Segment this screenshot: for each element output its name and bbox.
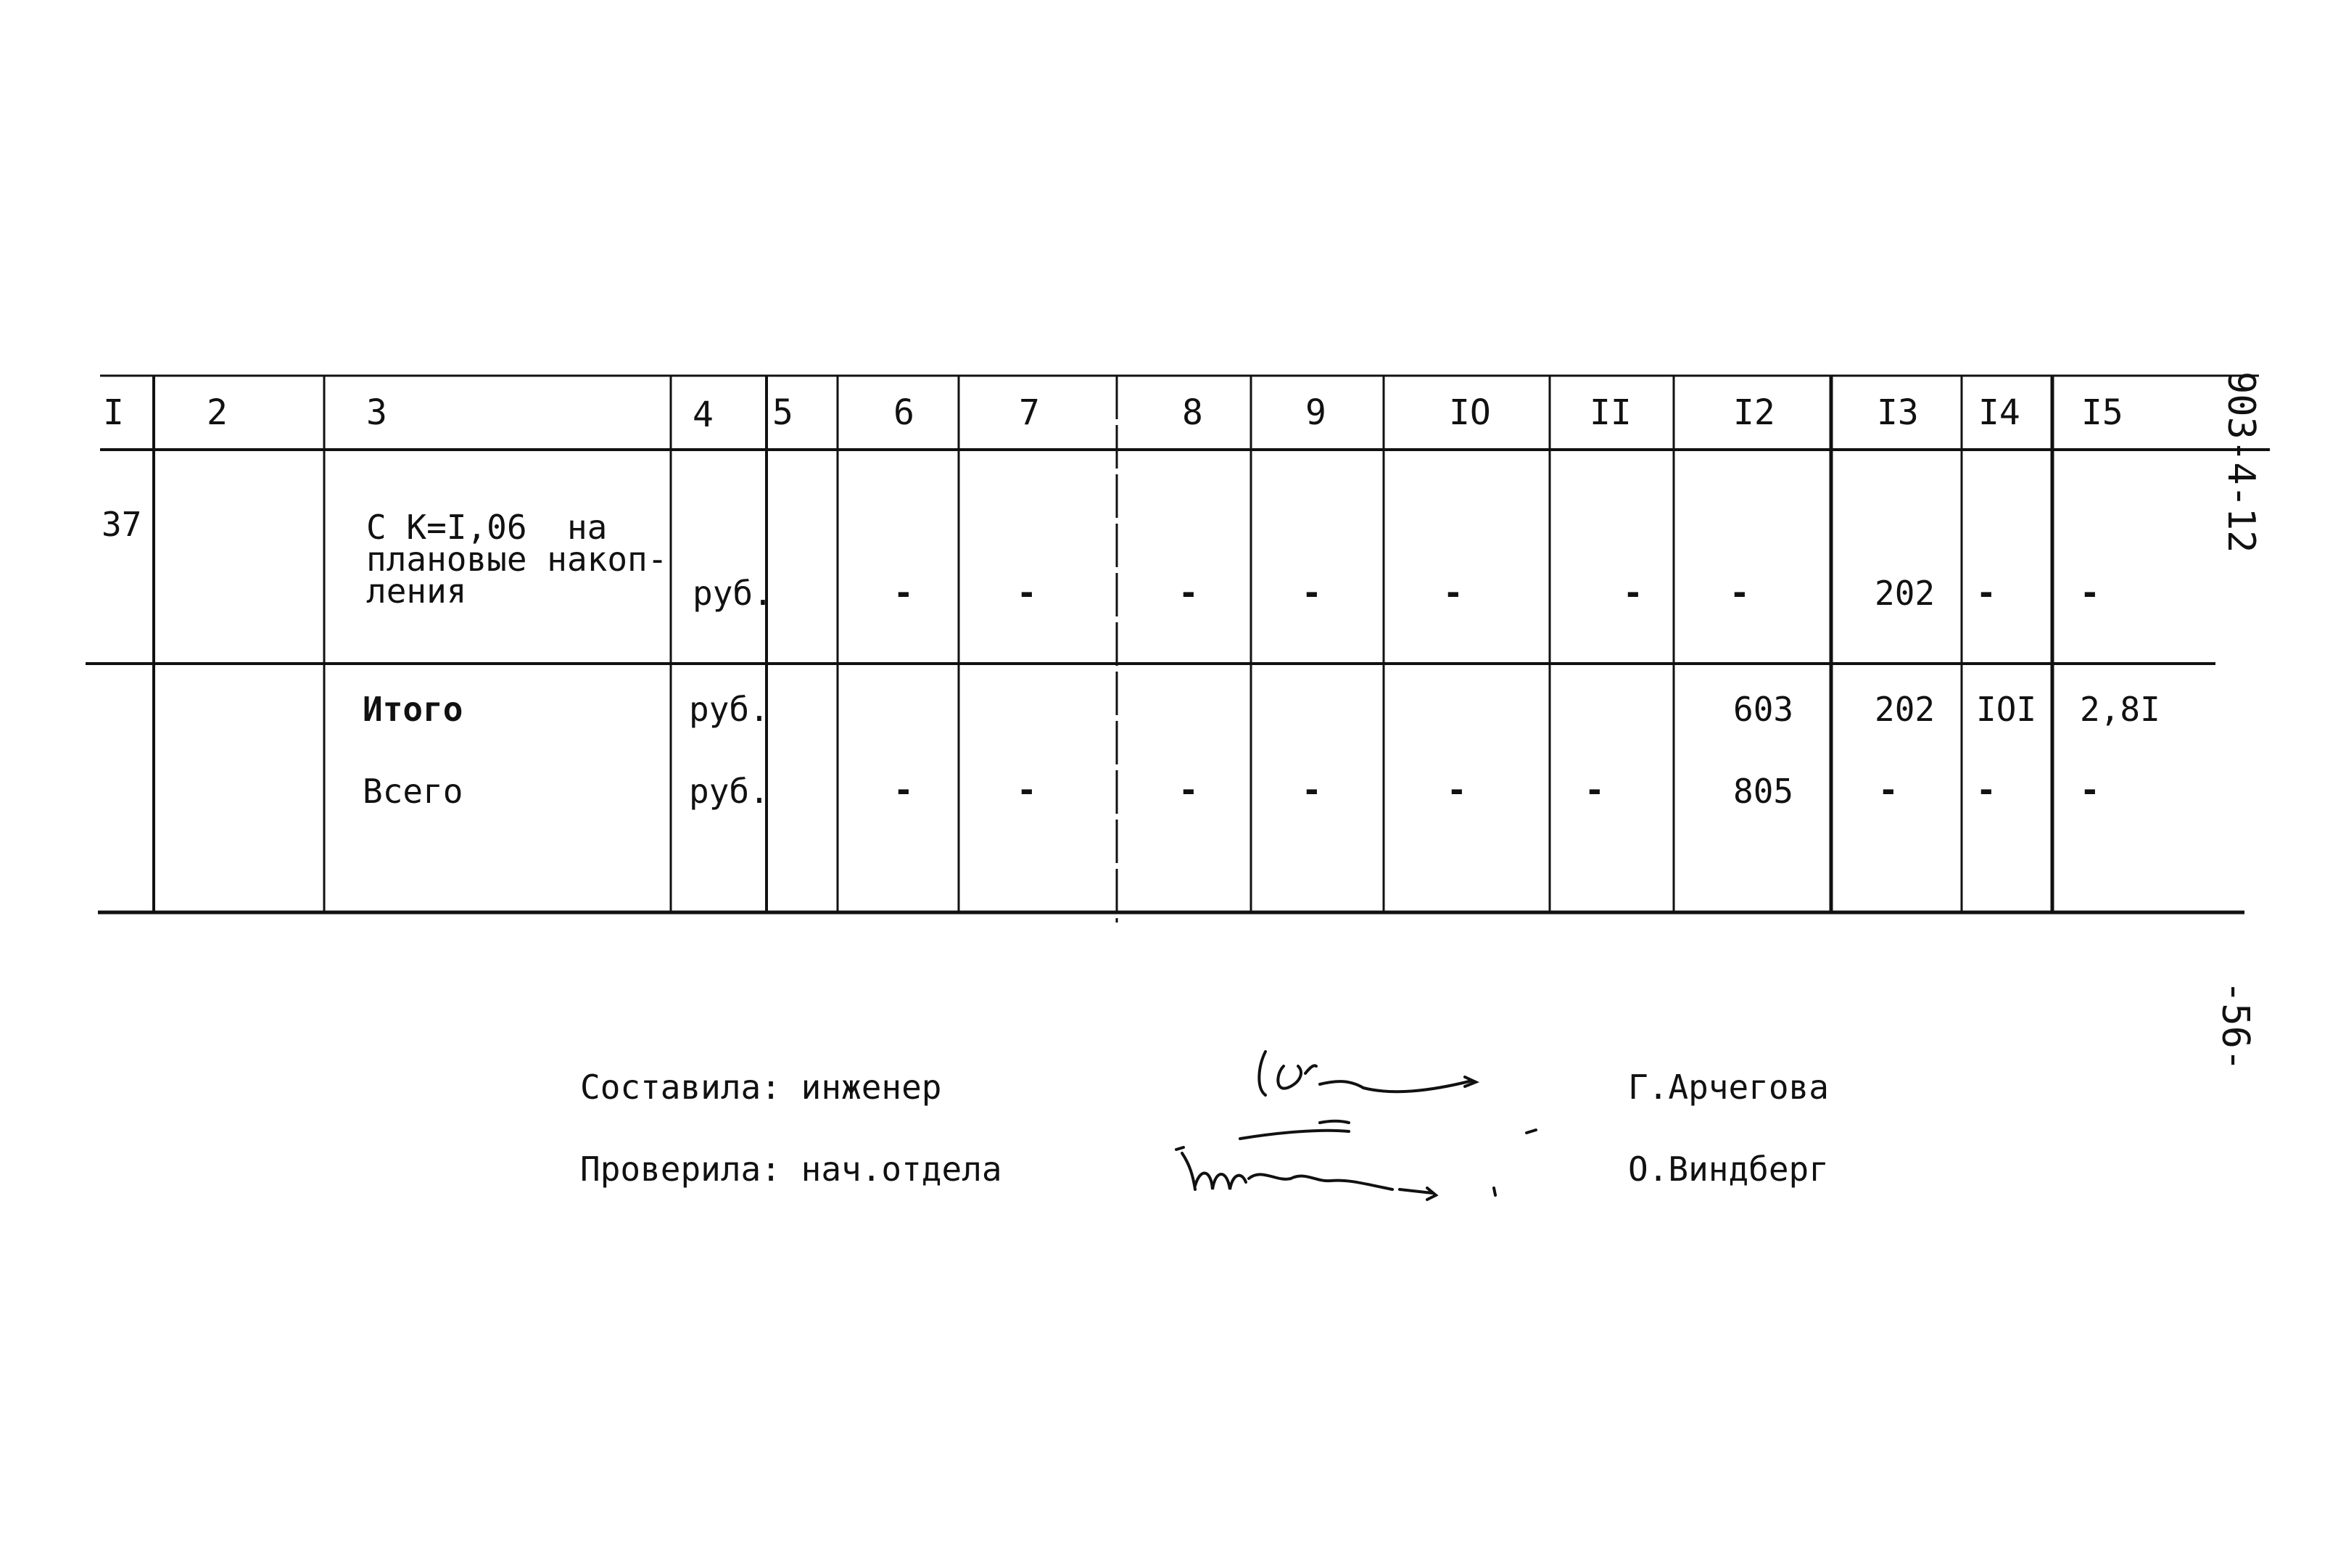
header-col-1: I xyxy=(103,392,124,433)
cell-r1-c10: - xyxy=(1443,573,1463,612)
cell-r1-c14: - xyxy=(1976,573,1996,612)
header-col-13: I3 xyxy=(1877,392,1919,433)
total-unit: руб. xyxy=(689,690,769,729)
header-col-5: 5 xyxy=(772,392,793,433)
total-c15: 2,8I xyxy=(2080,690,2160,729)
cell-r1-c15: - xyxy=(2080,573,2100,612)
grand-total-c12: 805 xyxy=(1733,772,1794,811)
signature-1 xyxy=(1240,1052,1536,1139)
signature-2 xyxy=(1176,1147,1495,1200)
cell-r3-c13: - xyxy=(1878,770,1899,809)
total-c12: 603 xyxy=(1733,690,1794,729)
header-col-7: 7 xyxy=(1019,392,1040,433)
cell-r1-c11: - xyxy=(1623,573,1643,612)
cell-r1-c6: - xyxy=(893,573,914,612)
total-label: Итого xyxy=(363,690,463,729)
header-col-2: 2 xyxy=(207,392,228,433)
header-col-4: 4 xyxy=(693,395,714,435)
cell-r1-c8: - xyxy=(1178,573,1199,612)
header-col-14: I4 xyxy=(1978,392,2020,433)
header-col-12: I2 xyxy=(1733,392,1775,433)
row-number: 37 xyxy=(102,505,142,544)
cell-r3-c11: - xyxy=(1585,770,1605,809)
row-description: С К=I,06 на плановые накоп- ления xyxy=(366,508,668,611)
checked-by-label: Проверила: нач.отдела xyxy=(580,1150,1002,1189)
page-number: -56- xyxy=(2213,981,2257,1072)
header-col-3: 3 xyxy=(366,392,387,433)
cell-r1-c13: 202 xyxy=(1875,574,1936,613)
header-col-6: 6 xyxy=(893,392,914,433)
header-col-9: 9 xyxy=(1305,392,1326,433)
cell-r1-c12: - xyxy=(1730,573,1750,612)
cell-r3-c14: - xyxy=(1976,770,1996,809)
cell-r1-c9: - xyxy=(1302,573,1322,612)
header-col-10: IO xyxy=(1449,392,1491,433)
compiled-by-label: Составила: инженер xyxy=(580,1068,942,1107)
cell-r3-c6: - xyxy=(893,770,914,809)
cell-r3-c7: - xyxy=(1017,770,1037,809)
header-col-8: 8 xyxy=(1182,392,1203,433)
total-c13: 202 xyxy=(1875,690,1936,729)
cell-r3-c8: - xyxy=(1178,770,1199,809)
header-col-15: I5 xyxy=(2081,392,2123,433)
compiled-by-name: Г.Арчегова xyxy=(1628,1068,1829,1107)
checked-by-name: О.Виндберг xyxy=(1628,1150,1829,1189)
document-code: 903-4-12 xyxy=(2219,371,2263,553)
cell-r3-c10: - xyxy=(1447,770,1467,809)
cell-r3-c15: - xyxy=(2080,770,2100,809)
total-c14: IOI xyxy=(1976,690,2037,729)
row-unit: руб. xyxy=(693,574,773,613)
grand-total-unit: руб. xyxy=(689,772,769,811)
cell-r3-c9: - xyxy=(1302,770,1322,809)
grand-total-label: Всего xyxy=(363,772,463,811)
cell-r1-c7: - xyxy=(1017,573,1037,612)
header-col-11: II xyxy=(1590,392,1632,433)
